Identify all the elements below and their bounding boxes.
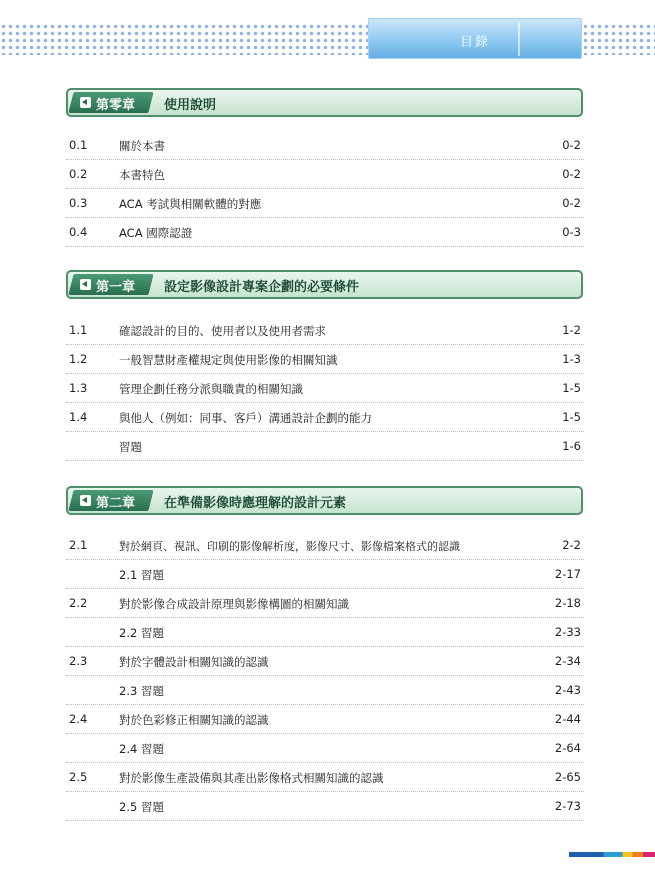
entry-page: 2-2 <box>562 538 581 552</box>
entry-number: 0.4 <box>69 225 88 239</box>
entry-page: 0-2 <box>562 138 581 152</box>
header-shine <box>518 22 520 56</box>
entry-title: 管理企劃任務分派與職責的相關知識 <box>119 382 303 396</box>
entry-title: 2.5 習題 <box>119 800 164 814</box>
toc-entry[interactable] <box>66 531 584 560</box>
entry-page: 2-17 <box>554 567 581 581</box>
chapter-title: 在準備影像時應理解的設計元素 <box>164 496 347 511</box>
toc-entry[interactable] <box>66 792 584 821</box>
chapter-label: 第一章 <box>96 280 136 295</box>
chevron-left-icon <box>80 97 91 108</box>
toc-entry[interactable] <box>66 763 584 792</box>
entry-title: ACA 考試與相關軟體的對應 <box>119 197 262 211</box>
toc-entry[interactable] <box>66 589 584 618</box>
entry-number: 1.1 <box>69 323 88 337</box>
toc-entry[interactable] <box>66 160 584 189</box>
toc-entry[interactable] <box>66 676 584 705</box>
entry-number: 2.5 <box>69 770 88 784</box>
entry-title: 習題 <box>119 440 142 454</box>
entry-number: 2.4 <box>69 712 88 726</box>
header-dot-pattern-left <box>0 23 368 55</box>
entry-number: 0.3 <box>69 196 88 210</box>
entry-number: 0.2 <box>69 167 88 181</box>
entry-page: 1-6 <box>562 439 581 453</box>
entry-page: 1-5 <box>562 410 581 424</box>
entry-page: 2-43 <box>554 683 581 697</box>
chevron-left-icon <box>80 279 91 290</box>
entry-title: 對於字體設計相關知識的認識 <box>119 655 269 669</box>
header-dot-pattern-right <box>582 23 655 55</box>
page-title: 目錄 <box>459 35 490 50</box>
entry-page: 2-64 <box>554 741 581 755</box>
entry-title: 確認設計的目的、使用者以及使用者需求 <box>119 324 326 338</box>
entry-title: 本書特色 <box>119 168 165 182</box>
toc-entry[interactable] <box>66 618 584 647</box>
entry-title: 一般智慧財產權規定與使用影像的相關知識 <box>119 353 338 367</box>
footer-color-bar <box>569 852 655 857</box>
toc-entry[interactable] <box>66 316 584 345</box>
entry-page: 1-5 <box>562 381 581 395</box>
entry-page: 1-3 <box>562 352 581 366</box>
chapter-2-header <box>66 486 583 515</box>
entry-number: 1.3 <box>69 381 88 395</box>
entry-title: 對於影像合成設計原理與影像構圖的相關知識 <box>119 597 349 611</box>
toc-entry[interactable] <box>66 218 584 247</box>
toc-entry[interactable] <box>66 647 584 676</box>
entry-page: 2-44 <box>554 712 581 726</box>
entry-title: 2.1 習題 <box>119 568 164 582</box>
toc-entry[interactable] <box>66 189 584 218</box>
entry-title: 關於本書 <box>119 139 165 153</box>
entry-page: 2-33 <box>554 625 581 639</box>
toc-entry[interactable] <box>66 432 584 461</box>
entry-title: 2.3 習題 <box>119 684 164 698</box>
chapter-title: 使用說明 <box>164 98 217 113</box>
entry-page: 2-65 <box>554 770 581 784</box>
entry-number: 0.1 <box>69 138 88 152</box>
chapter-label: 第零章 <box>96 98 136 113</box>
entry-page: 0-2 <box>562 167 581 181</box>
entry-page: 2-73 <box>554 799 581 813</box>
chapter-label: 第二章 <box>96 496 136 511</box>
toc-entry[interactable] <box>66 131 584 160</box>
entry-number: 2.3 <box>69 654 88 668</box>
toc-entry[interactable] <box>66 345 584 374</box>
entry-title: 2.2 習題 <box>119 626 164 640</box>
entry-page: 2-18 <box>554 596 581 610</box>
entry-page: 2-34 <box>554 654 581 668</box>
entry-page: 1-2 <box>562 323 581 337</box>
toc-entry[interactable] <box>66 705 584 734</box>
toc-entry[interactable] <box>66 374 584 403</box>
header-tab <box>368 18 582 59</box>
chapter-1-header <box>66 270 583 299</box>
toc-entry[interactable] <box>66 560 584 589</box>
entry-number: 1.4 <box>69 410 88 424</box>
chevron-left-icon <box>80 495 91 506</box>
entry-number: 2.2 <box>69 596 88 610</box>
entry-number: 2.1 <box>69 538 88 552</box>
toc-entry[interactable] <box>66 734 584 763</box>
entry-page: 0-3 <box>562 225 581 239</box>
entry-title: ACA 國際認證 <box>119 226 193 240</box>
entry-number: 1.2 <box>69 352 88 366</box>
entry-title: 對於網頁、視訊、印刷的影像解析度，影像尺寸、影像檔案格式的認識 <box>119 540 460 553</box>
toc-entry[interactable] <box>66 403 584 432</box>
entry-page: 0-2 <box>562 196 581 210</box>
entry-title: 對於影像生產設備與其產出影像格式相關知識的認識 <box>119 771 384 785</box>
chapter-title: 設定影像設計專案企劃的必要條件 <box>164 280 360 295</box>
entry-title: 2.4 習題 <box>119 742 164 756</box>
entry-title: 與他人（例如：同事、客戶）溝通設計企劃的能力 <box>119 411 372 425</box>
chapter-0-header <box>66 88 583 117</box>
entry-title: 對於色彩修正相關知識的認識 <box>119 713 269 727</box>
